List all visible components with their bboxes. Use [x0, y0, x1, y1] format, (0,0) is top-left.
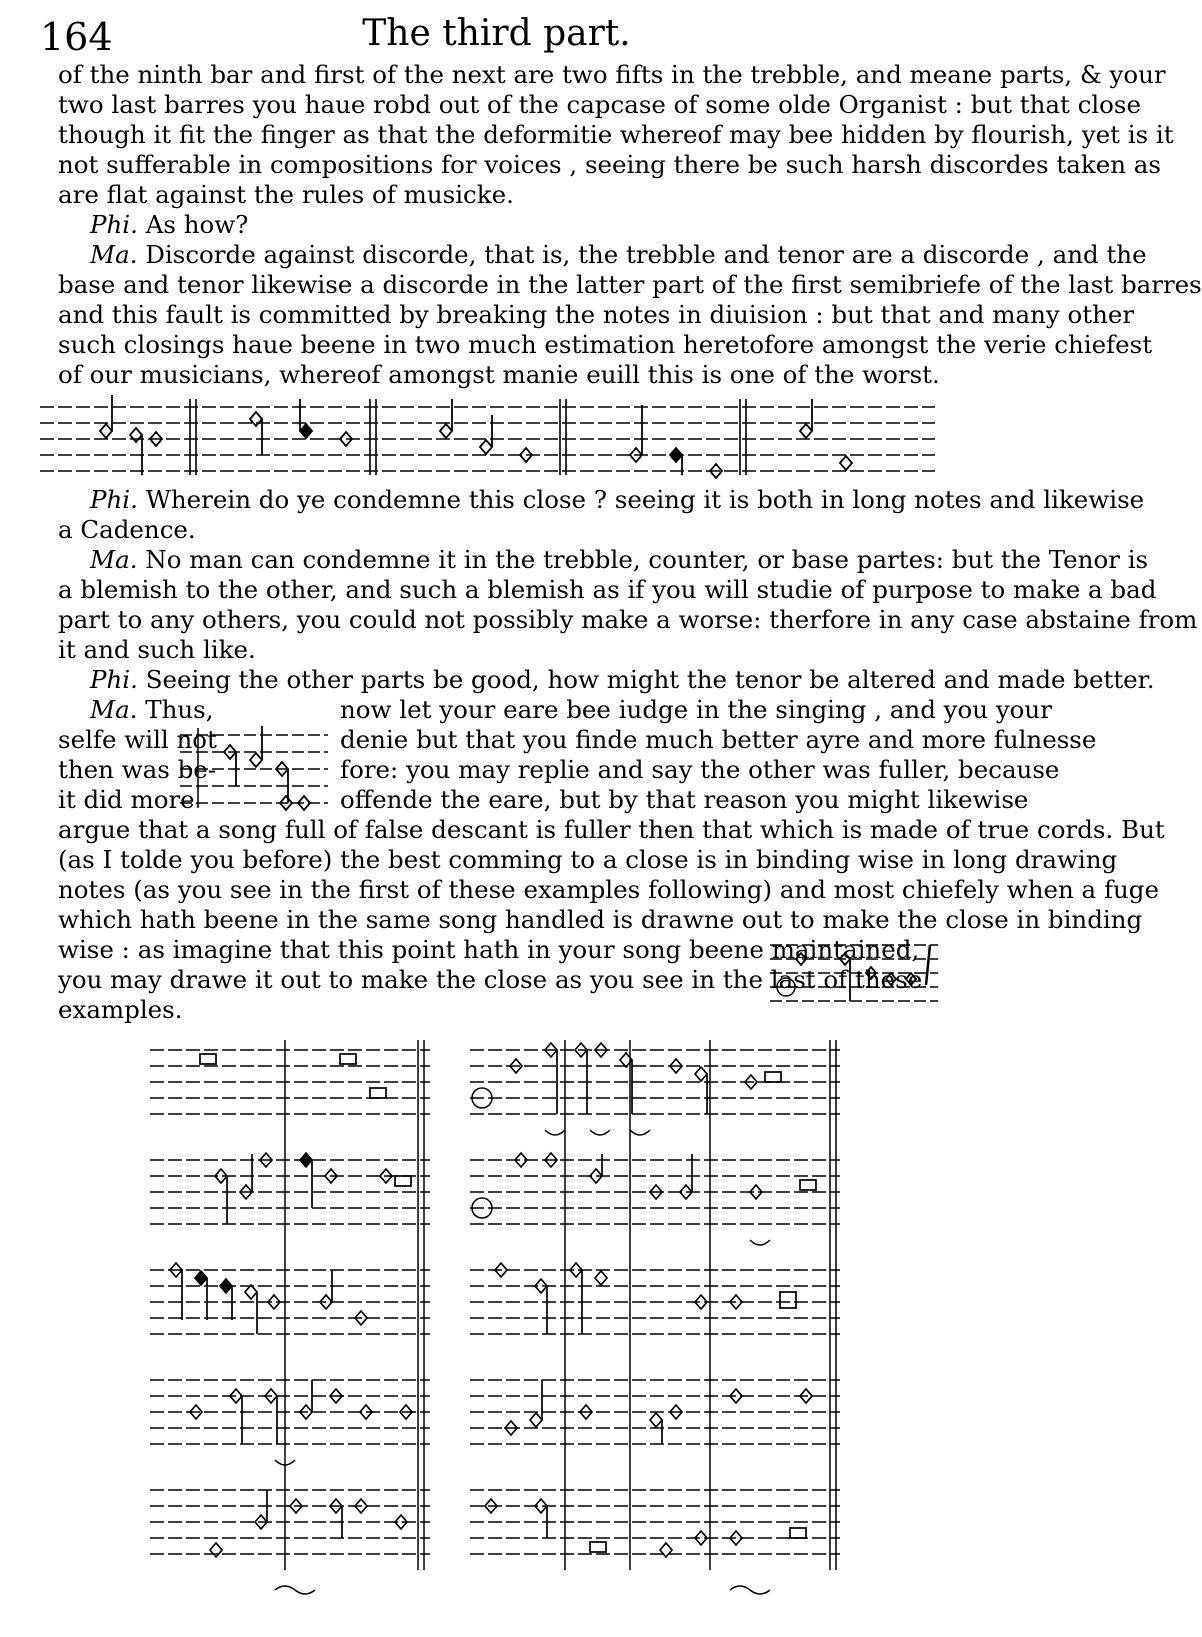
text-line: now let your eare bee iudge in the singing , and you your — [340, 695, 1052, 724]
text-line: examples. — [58, 995, 183, 1024]
text-line: two last barres you haue robd out of the capcase of some olde Organist : but that close — [58, 90, 1141, 119]
text-line: base and tenor likewise a discorde in the latter part of the first semibriefe of the last barres — [58, 270, 1202, 299]
text-line: notes (as you see in the first of these examples following) and most chiefely when a fuge — [58, 875, 1159, 904]
text-line: not sufferable in compositions for voices , seeing there be such harsh discordes taken as — [58, 150, 1161, 179]
speaker-label: Ma. — [90, 240, 138, 269]
text-line: then was be- — [58, 755, 217, 784]
text-line: selfe will not — [58, 725, 217, 754]
dialogue-line — [58, 210, 966, 240]
dialogue-line — [58, 240, 1147, 270]
dialogue-text: Seeing the other parts be good, how might the tenor be altered and made better. — [145, 665, 1155, 694]
text-line: offende the eare, but by that reason you might likewise — [340, 785, 1029, 814]
dialogue-line — [58, 485, 1145, 515]
text-line: of the ninth bar and first of the next are two fifts in the trebble, and meane parts, & your — [58, 60, 1166, 89]
page-number: 164 — [40, 15, 113, 59]
text-line: and this fault is committed by breaking the notes in diuision : but that and many other — [58, 300, 1135, 329]
speaker-label: Ma. — [90, 695, 138, 724]
text-line: fore: you may replie and say the other was fuller, because — [340, 755, 1060, 784]
text-line: though it fit the finger as that the deformitie whereof may bee hidden by flourish, yet is it — [58, 120, 1174, 149]
speaker-label: Phi. — [90, 665, 138, 694]
text-line: such closings haue beene in two much estimation heretofore amongst the verie chiefest — [58, 330, 1153, 359]
speaker-label: Phi. — [90, 210, 138, 239]
music-example-tenor — [180, 720, 330, 820]
music-example-close — [40, 395, 940, 490]
text-line: are flat against the rules of musicke. — [58, 180, 514, 209]
running-title: The third part. — [362, 13, 631, 54]
dialogue-text: As how? — [145, 210, 249, 239]
dialogue-text: Wherein do ye condemne this close ? seeing it is both in long notes and likewise — [145, 485, 1145, 514]
text-line: wise : as imagine that this point hath in your song beene maintained, — [58, 935, 920, 964]
music-example-point — [770, 935, 940, 1005]
dialogue-line — [58, 665, 1155, 695]
text-line: it and such like. — [58, 635, 256, 664]
dialogue-text: Discorde against discorde, that is, the trebble and tenor are a discorde , and the — [145, 240, 1147, 269]
dialogue-text: Thus, — [145, 695, 214, 724]
text-line: you may drawe it out to make the close as you see in the last of these — [58, 965, 923, 994]
dialogue-text: No man can condemne it in the trebble, counter, or base partes: but the Tenor is — [145, 545, 1149, 574]
dialogue-line — [58, 545, 1149, 575]
text-line: a blemish to the other, and such a blemish as if you will studie of purpose to make a bad — [58, 575, 1157, 604]
text-line: (as I tolde you before) the best comming to a close is in binding wise in long drawing — [58, 845, 1118, 874]
text-line: which hath beene in the same song handled is drawne out to make the close in binding — [58, 905, 1143, 934]
text-line: it did more — [58, 785, 195, 814]
text-line: a Cadence. — [58, 515, 196, 544]
text-line: part to any others, you could not possibly make a worse: therfore in any case abstaine from — [58, 605, 1198, 634]
text-line: of our musicians, whereof amongst manie euill this is one of the worst. — [58, 360, 940, 389]
music-example-binding-close — [150, 1030, 860, 1620]
speaker-label: Ma. — [90, 545, 138, 574]
text-line: denie but that you finde much better ayre and more fulnesse — [340, 725, 1097, 754]
text-line: argue that a song full of false descant is fuller then that which is made of true cords. But — [58, 815, 1165, 844]
speaker-label: Phi. — [90, 485, 138, 514]
